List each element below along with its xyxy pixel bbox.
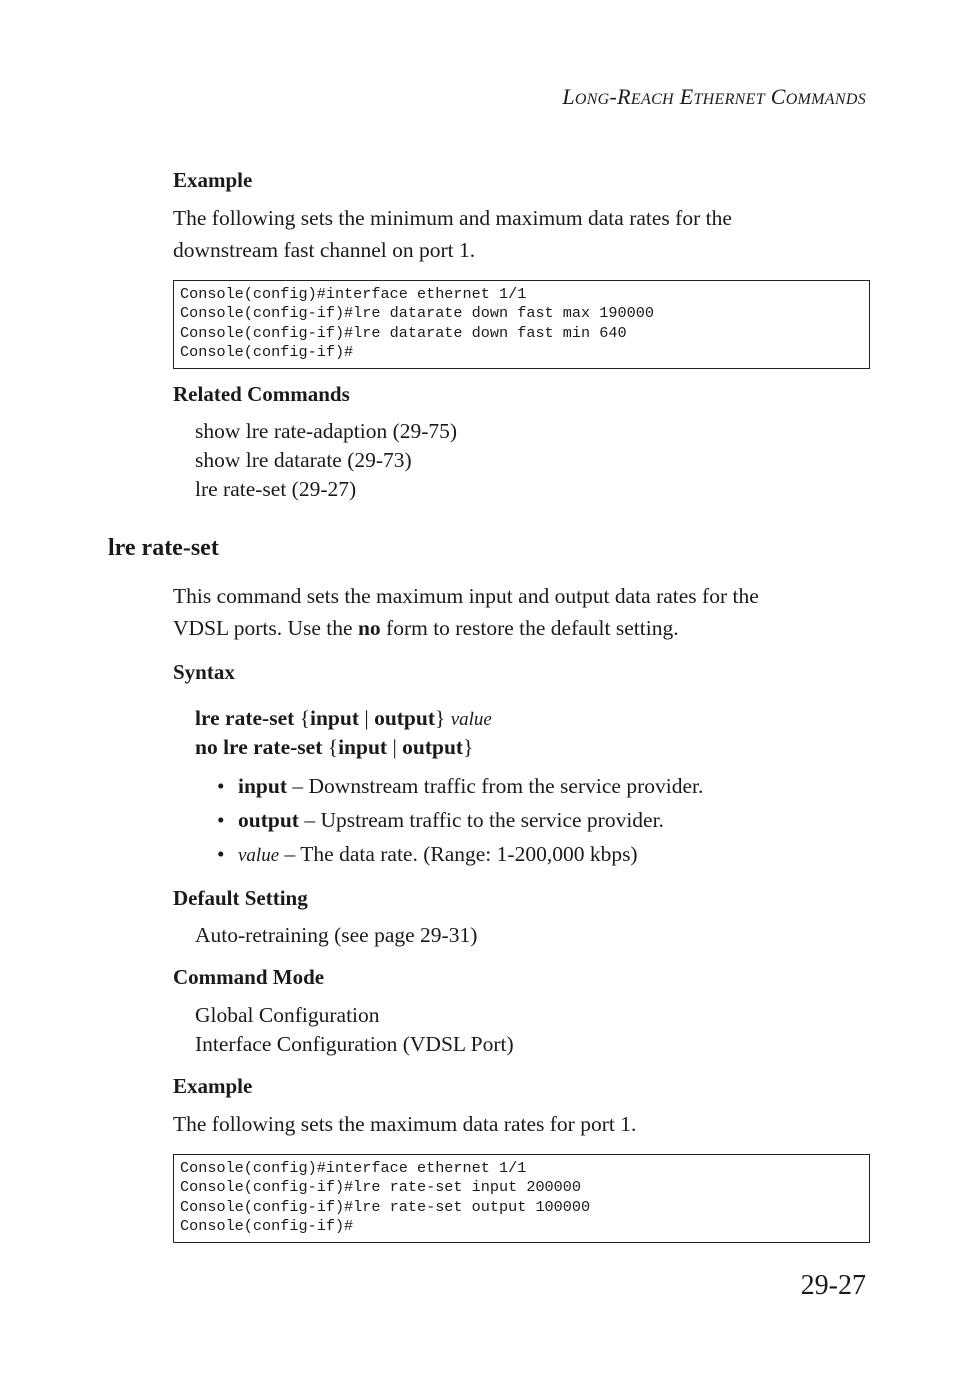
- related-item: show lre datarate (29-73): [195, 448, 412, 472]
- example2-code-block: [173, 1154, 870, 1243]
- code-line: Console(config-if)#lre rate-set input 200000: [180, 1178, 582, 1197]
- desc-text: form to restore the default setting.: [380, 616, 679, 640]
- syntax-keyword: input: [338, 735, 388, 759]
- example2-heading: Example: [173, 1074, 253, 1098]
- syntax-param: value: [450, 709, 492, 730]
- syntax-keyword: output: [402, 735, 464, 759]
- example1-text-line2: downstream fast channel on port 1.: [173, 238, 476, 262]
- parameter-desc: – Downstream traffic from the service provider.: [287, 774, 704, 798]
- header-text: THERNET: [693, 91, 765, 108]
- parameter-list: [217, 774, 857, 874]
- section-title: lre rate-set: [108, 535, 219, 561]
- code-line: Console(config)#interface ethernet 1/1: [180, 1159, 527, 1177]
- parameter-term: output: [238, 808, 299, 832]
- code-line: Console(config)#interface ethernet 1/1: [180, 285, 527, 303]
- syntax-separator: |: [359, 706, 375, 730]
- code-line: Console(config-if)#: [180, 1216, 354, 1235]
- code-line: Console(config-if)#lre rate-set output 100000: [180, 1197, 591, 1216]
- mode-heading: Command Mode: [173, 965, 325, 989]
- parameter-term: value: [238, 845, 280, 866]
- syntax-separator: |: [387, 735, 403, 759]
- syntax-command: lre rate-set: [195, 706, 300, 730]
- example1-text-line1: The following sets the minimum and maximum data rates for the: [173, 206, 732, 230]
- related-item: show lre rate-adaption (29-75): [195, 419, 458, 443]
- mode-item: Interface Configuration (VDSL Port): [195, 1032, 514, 1056]
- bullet-icon: •: [217, 842, 225, 866]
- syntax-brace: }: [435, 706, 446, 730]
- syntax-keyword: input: [309, 706, 359, 730]
- syntax-line2: [195, 733, 473, 762]
- bullet-icon: •: [217, 774, 225, 798]
- header-text: EACH: [630, 91, 674, 108]
- code-line: Console(config-if)#lre datarate down fast min 640: [180, 323, 627, 342]
- example2-text: The following sets the maximum data rates for port 1.: [173, 1112, 637, 1136]
- running-header: [562, 84, 866, 110]
- mode-item: Global Configuration: [195, 1003, 380, 1027]
- header-text: OMMANDS: [785, 91, 866, 108]
- header-text: E: [673, 84, 694, 109]
- syntax-heading: Syntax: [173, 660, 235, 684]
- example1-heading: Example: [173, 168, 253, 192]
- parameter-desc: – Upstream traffic to the service provider.: [298, 808, 664, 832]
- section-desc-line2: [173, 612, 679, 644]
- page-number: 29-27: [800, 1270, 866, 1301]
- default-text: Auto-retraining (see page 29-31): [195, 923, 478, 947]
- mode-list: [195, 1001, 514, 1059]
- code-line: Console(config-if)#: [180, 342, 354, 361]
- header-text: L: [562, 84, 575, 109]
- desc-text: VDSL ports. Use the: [173, 616, 358, 640]
- syntax-brace: {: [327, 735, 339, 759]
- syntax-line1: [195, 704, 492, 734]
- section-desc-line1: This command sets the maximum input and output data rates for the: [173, 584, 759, 608]
- bullet-icon: •: [217, 808, 225, 832]
- syntax-keyword: output: [374, 706, 436, 730]
- syntax-brace: }: [463, 735, 474, 759]
- default-heading: Default Setting: [173, 886, 308, 910]
- example1-code-block: [173, 280, 870, 369]
- code-line: Console(config-if)#lre datarate down fast max 190000: [180, 304, 654, 323]
- related-list: [195, 417, 457, 504]
- syntax-command: no lre rate-set: [195, 735, 328, 759]
- related-item: lre rate-set (29-27): [195, 477, 357, 501]
- header-text: C: [764, 84, 786, 109]
- related-heading: Related Commands: [173, 382, 350, 406]
- header-text: ONG: [574, 91, 610, 108]
- syntax-brace: {: [299, 706, 310, 730]
- parameter-desc: – The data rate. (Range: 1-200,000 kbps): [279, 842, 638, 866]
- parameter-term: input: [238, 774, 288, 798]
- header-text: -R: [609, 84, 631, 109]
- desc-keyword: no: [357, 616, 381, 640]
